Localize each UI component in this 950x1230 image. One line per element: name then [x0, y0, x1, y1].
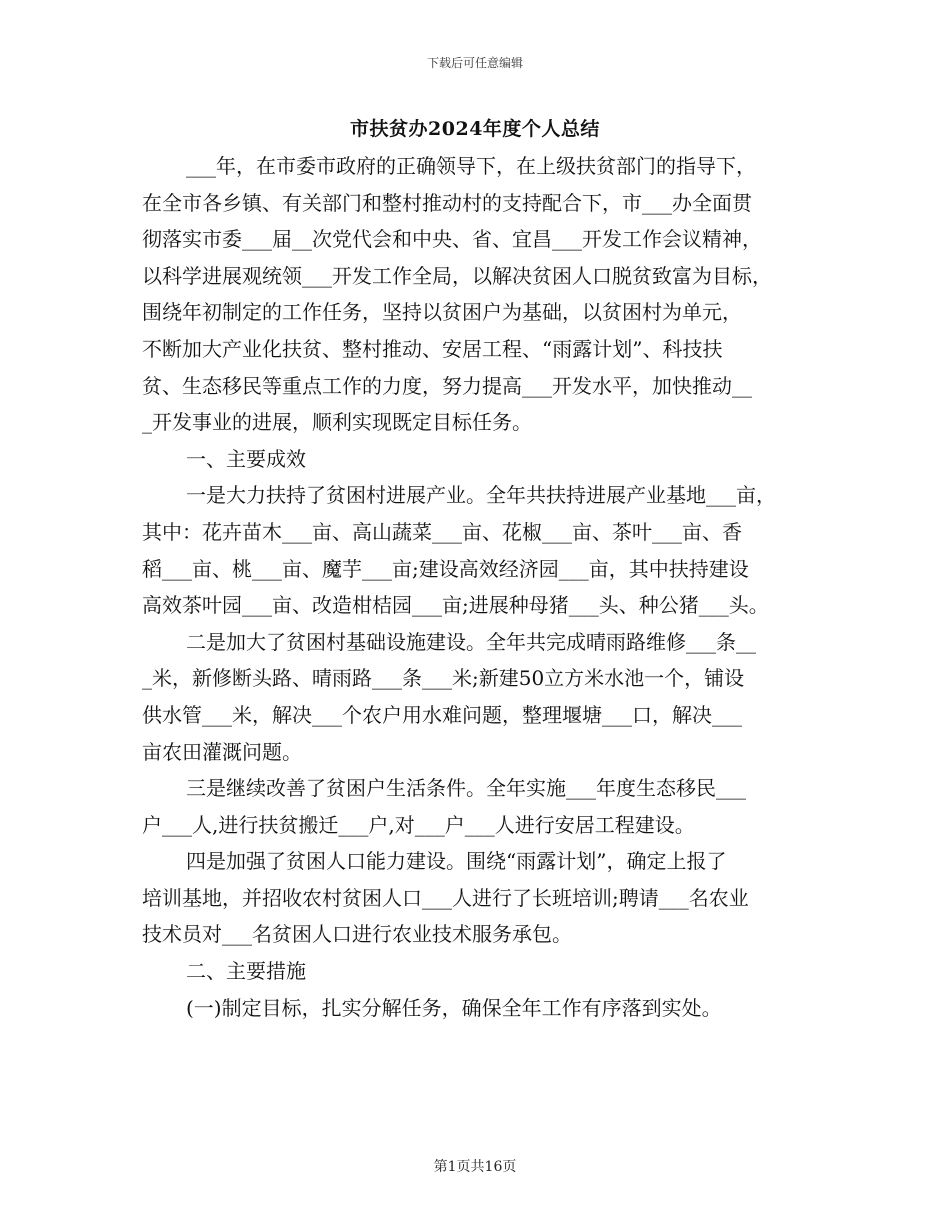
paragraph-line: 彻落实市委___届__次党代会和中央、省、宜昌___开发工作会议精神， — [142, 227, 762, 252]
document-title: 市扶贫办2024年度个人总结 — [350, 118, 600, 140]
section-heading: 一、主要成效 — [186, 446, 306, 471]
section-heading: 二、主要措施 — [186, 959, 306, 984]
paragraph-line: 贫、生态移民等重点工作的力度，努力提高___开发水平，加快推动__ — [142, 373, 752, 398]
paragraph-line: _开发事业的进展，顺利实现既定目标任务。 — [142, 410, 532, 435]
paragraph-line: 技术员对___名贫困人口进行农业技术服务承包。 — [142, 922, 572, 947]
paragraph-line: ___年，在市委市政府的正确领导下，在上级扶贫部门的指导下， — [186, 154, 756, 178]
paragraph-line: 四是加强了贫困人口能力建设。围绕“雨露计划”，确定上报了 — [186, 849, 727, 874]
paragraph-line: 其中：花卉苗木___亩、高山蔬菜___亩、花椒___亩、茶叶___亩、香 — [142, 519, 742, 544]
paragraph-line: 高效茶叶园___亩、改造柑桔园___亩;进展种母猪___头、种公猪___头。 — [142, 593, 769, 618]
paragraph-line: 亩农田灌溉问题。 — [142, 739, 302, 764]
paragraph-line: 户___人,进行扶贫搬迁___户,对___户___人进行安居工程建设。 — [142, 812, 695, 837]
header-note: 下载后可任意编辑 — [426, 56, 523, 70]
paragraph-line: 不断加大产业化扶贫、整村推动、安居工程、“雨露计划”、科技扶 — [142, 336, 723, 361]
document-body — [142, 148, 806, 1026]
paragraph-line: 三是继续改善了贫困户生活条件。全年实施___年度生态移民___ — [186, 776, 746, 801]
paragraph-line: 在全市各乡镇、有关部门和整村推动村的支持配合下，市___办全面贯 — [142, 190, 752, 215]
paragraph-line: 培训基地，并招收农村贫困人口___人进行了长班培训;聘请___名农业 — [142, 885, 749, 910]
paragraph-line: 供水管___米，解决___个农户用水难问题，整理堰塘___口，解决___ — [142, 702, 742, 727]
paragraph-line: 以科学进展观统领___开发工作全局，以解决贫困人口脱贫致富为目标， — [142, 263, 772, 288]
paragraph-line: 二是加大了贫困村基础设施建设。全年共完成晴雨路维修___条__ — [186, 629, 756, 654]
page-number: 第1页共16页 — [433, 1159, 517, 1175]
paragraph-line: _米，新修断头路、晴雨路___条___米;新建50立方米水池一个，铺设 — [142, 666, 745, 691]
paragraph-line: 围绕年初制定的工作任务，坚持以贫困户为基础，以贫困村为单元， — [142, 300, 742, 325]
paragraph-line: 稻___亩、桃___亩、魔芋___亩;建设高效经济园___亩，其中扶持建设 — [142, 556, 749, 581]
paragraph-line: 一是大力扶持了贫困村进展产业。全年共扶持进展产业基地___亩， — [186, 483, 776, 508]
subsection-heading: (一)制定目标，扎实分解任务，确保全年工作有序落到实处。 — [186, 995, 722, 1020]
